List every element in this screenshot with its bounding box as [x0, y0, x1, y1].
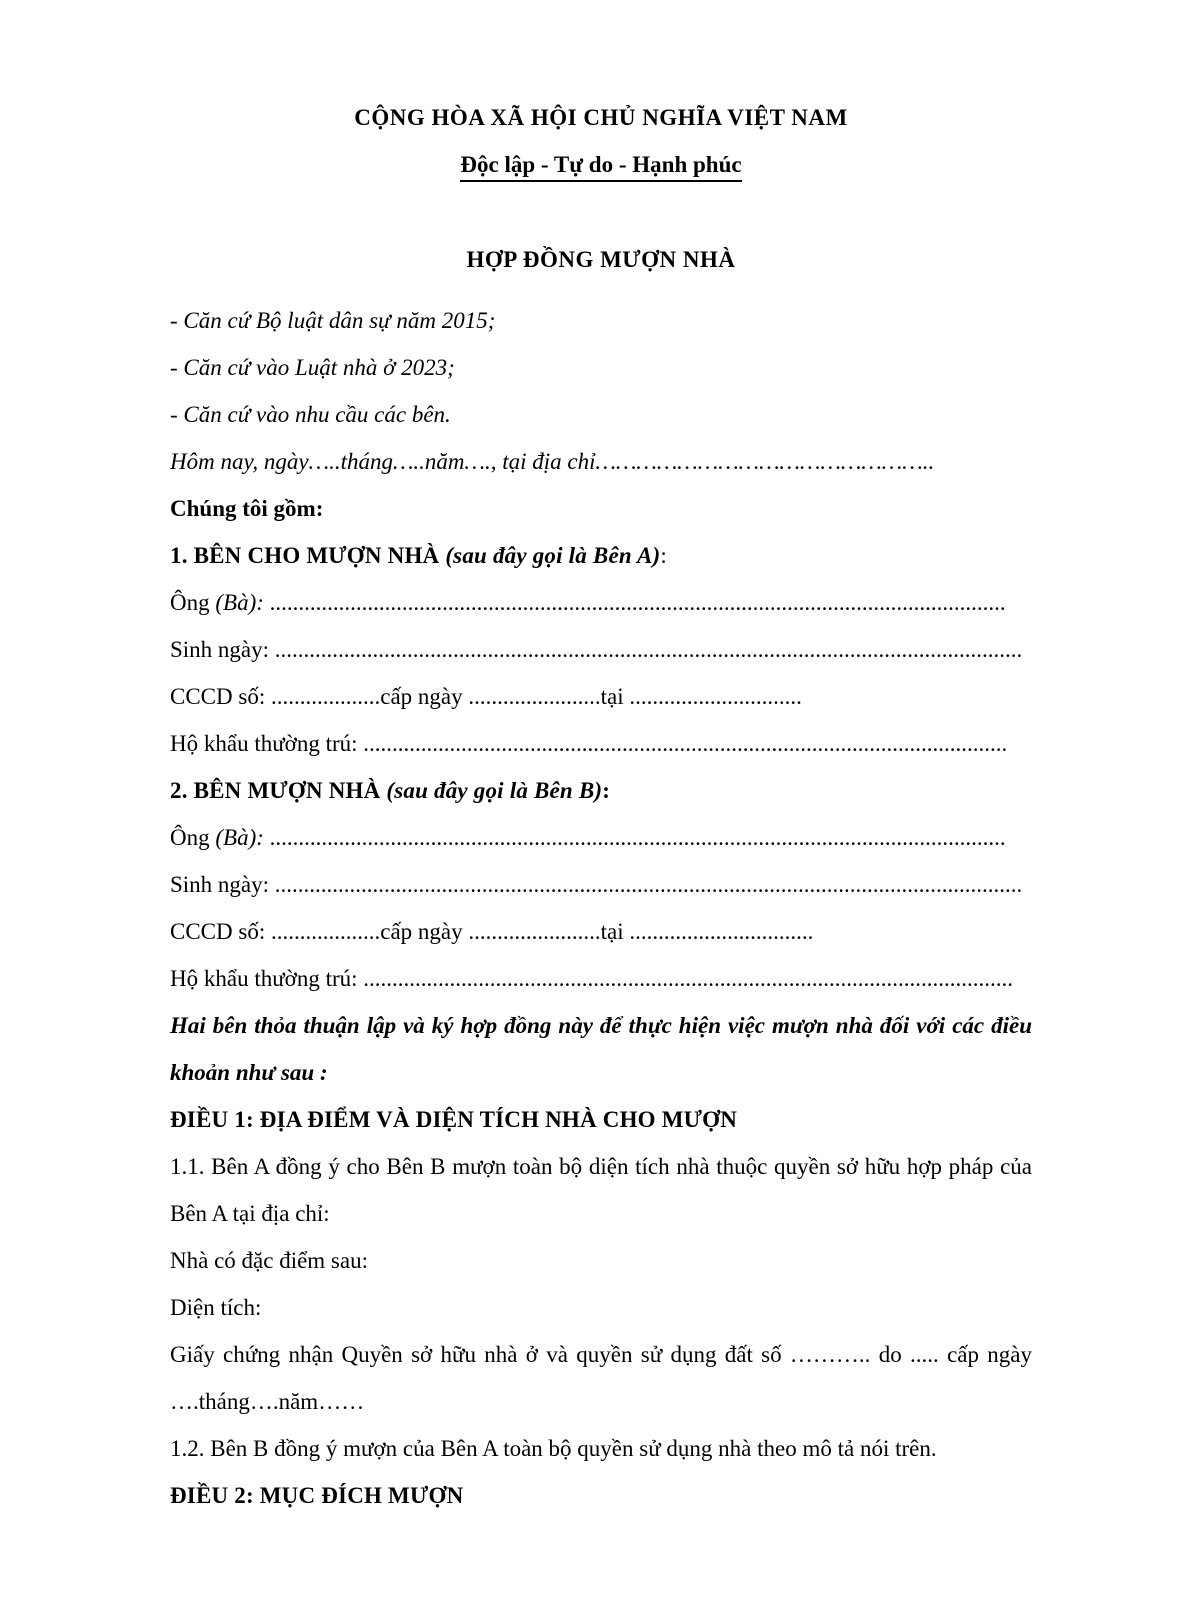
party-a-heading-colon: :	[660, 543, 667, 568]
party-a-heading-note: (sau đây gọi là Bên A)	[445, 543, 661, 568]
party-b-name-label: Ông	[170, 825, 216, 850]
party-b-heading-colon: :	[602, 778, 611, 803]
legal-basis-1: - Căn cứ Bộ luật dân sự năm 2015;	[170, 308, 496, 333]
party-a-id-issue-label: cấp ngày	[380, 684, 469, 709]
national-motto	[170, 141, 1032, 188]
national-motto-text: Độc lập - Tự do - Hạnh phúc	[460, 150, 741, 182]
party-a-address-blank: ................................................................................................................	[363, 731, 1008, 756]
party-b-id-blank-2: .......................	[468, 919, 601, 944]
party-a-birth-label: Sinh ngày:	[170, 637, 275, 662]
legal-basis-3: - Căn cứ vào nhu cầu các bên.	[170, 402, 451, 427]
party-b-id-blank-1: ...................	[270, 919, 381, 944]
party-b-id-blank-3: ................................	[629, 919, 814, 944]
contract-title: HỢP ĐỒNG MƯỢN NHÀ	[466, 247, 736, 272]
parties-intro: Chúng tôi gồm:	[170, 496, 324, 521]
party-a-address-label: Hộ khẩu thường trú:	[170, 731, 364, 756]
article-1-house-features: Nhà có đặc điểm sau:	[170, 1248, 368, 1273]
article-2-heading: ĐIỀU 2: MỤC ĐÍCH MƯỢN	[170, 1483, 464, 1508]
party-b-name-line	[170, 814, 1032, 861]
party-b-id-label: CCCD số:	[170, 919, 271, 944]
party-a-birth-blank: ..................................................................................................................................	[274, 637, 1023, 662]
party-b-address-line	[170, 955, 1032, 1002]
party-b-address-label: Hộ khẩu thường trú:	[170, 966, 364, 991]
party-b-id-place-label: tại	[600, 919, 630, 944]
party-a-heading	[170, 532, 1032, 579]
party-a-name-label: Ông	[170, 590, 216, 615]
party-b-address-blank: .................................................................................................................	[363, 966, 1014, 991]
party-a-name-blank: ................................................................................................................................	[269, 590, 1006, 615]
article-1-certificate-line: Giấy chứng nhận Quyền sở hữu nhà ở và quyền sử dụng đất số ……….. do ..... cấp ngày ….tháng….năm……	[170, 1342, 1032, 1414]
national-title: CỘNG HÒA XÃ HỘI CHỦ NGHĨA VIỆT NAM	[354, 105, 848, 130]
party-a-birth-line	[170, 626, 1032, 673]
article-1-clause-1-2: 1.2. Bên B đồng ý mượn của Bên A toàn bộ quyền sử dụng nhà theo mô tả nói trên.	[170, 1436, 937, 1461]
party-b-id-issue-label: cấp ngày	[380, 919, 469, 944]
party-b-heading	[170, 767, 1032, 814]
date-place-line: Hôm nay, ngày…..tháng…..năm…., tại địa chỉ…………………………………………..	[170, 449, 935, 474]
party-b-birth-blank: ..................................................................................................................................	[274, 872, 1023, 897]
party-b-name-blank: ................................................................................................................................	[269, 825, 1006, 850]
party-a-id-blank-2: .......................	[468, 684, 601, 709]
article-1-clause-1-1: 1.1. Bên A đồng ý cho Bên B mượn toàn bộ diện tích nhà thuộc quyền sở hữu hợp pháp của Bên A tại địa chỉ:	[170, 1154, 1032, 1226]
party-b-heading-note: (sau đây gọi là Bên B)	[386, 778, 603, 803]
party-b-id-line	[170, 908, 1032, 955]
party-a-name-label-note: (Bà):	[215, 590, 270, 615]
party-a-id-place-label: tại	[600, 684, 630, 709]
party-b-birth-label: Sinh ngày:	[170, 872, 275, 897]
party-a-address-line	[170, 720, 1032, 767]
party-a-name-line	[170, 579, 1032, 626]
party-a-id-label: CCCD số:	[170, 684, 271, 709]
party-a-id-blank-1: ...................	[270, 684, 381, 709]
party-a-id-line	[170, 673, 1032, 720]
agreement-intro: Hai bên thỏa thuận lập và ký hợp đồng này để thực hiện việc mượn nhà đối với các điều khoản như sau :	[170, 1013, 1032, 1085]
legal-basis-2: - Căn cứ vào Luật nhà ở 2023;	[170, 355, 455, 380]
party-a-id-blank-3: ..............................	[629, 684, 802, 709]
party-b-heading-main: 2. BÊN MƯỢN NHÀ	[170, 778, 387, 803]
article-1-heading: ĐIỀU 1: ĐỊA ĐIỂM VÀ DIỆN TÍCH NHÀ CHO MƯỢN	[170, 1107, 738, 1132]
article-1-area: Diện tích:	[170, 1295, 262, 1320]
party-a-heading-main: 1. BÊN CHO MƯỢN NHÀ	[170, 543, 446, 568]
party-b-birth-line	[170, 861, 1032, 908]
party-b-name-label-note: (Bà):	[215, 825, 270, 850]
